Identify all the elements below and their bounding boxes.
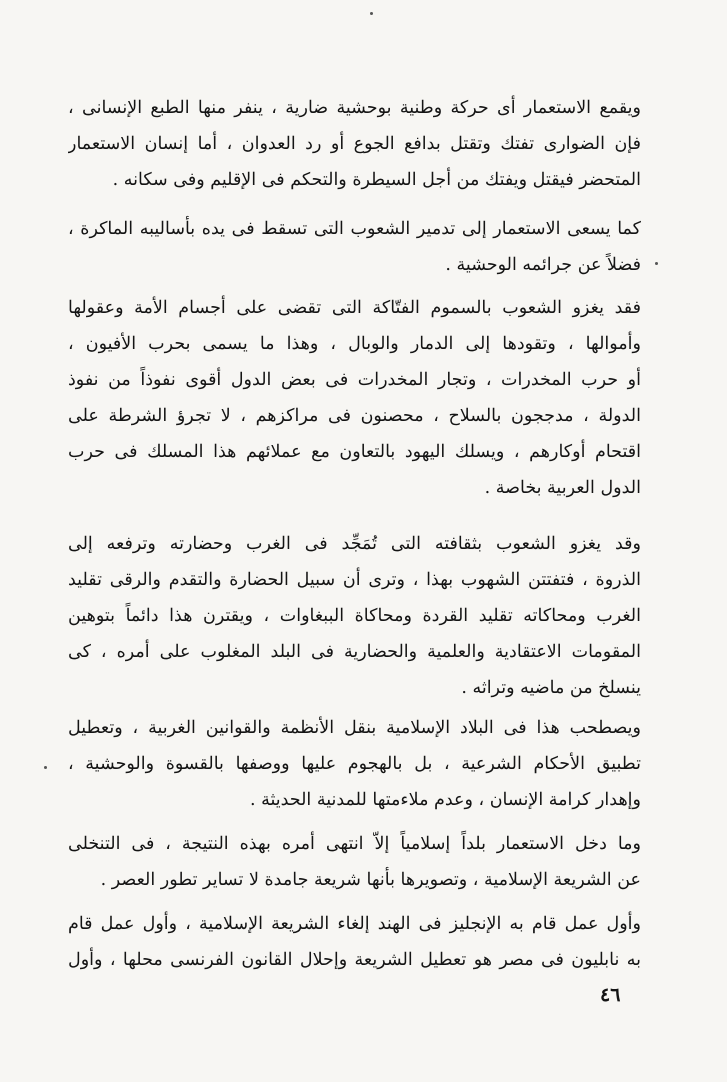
text-line: فإن الضوارى تفتك وتقتل بدافع الجوع أو رد العدوان ، أما إنسان الاستعمار — [68, 134, 641, 154]
text-line: اقتحام أوكارهم ، ويسلك اليهود بالتعاون مع عملائهم هذا المسلك فى حرب — [68, 442, 641, 462]
scan-speck — [655, 262, 658, 265]
text-line: الغرب ومحاكاته تقليد القردة ومحاكاة الببغاوات ، ويقترن هذا دائماً بتوهين — [68, 606, 641, 626]
text-line: المتحضر فيقتل ويفتك من أجل السيطرة والتحكم فى الإقليم وفى سكانه . — [112, 170, 641, 190]
text-line: فضلاً عن جرائمه الوحشية . — [445, 255, 641, 275]
text-line: أو حرب المخدرات ، وتجار المخدرات فى بعض الدول أقوى نفوذاً من نفوذ — [68, 370, 641, 390]
text-line: فقد يغزو الشعوب بالسموم الفتّاكة التى تقضى على أجسام الأمة وعقولها — [68, 298, 641, 318]
text-line: الذروة ، فتفتتن الشهوب بهذا ، وترى أن سبيل الحضارة والتقدم والرقى تقليد — [68, 570, 641, 590]
text-line: المقومات الاعتقادية والعلمية والحضارية فى البلد المغلوب على أمره ، كى — [68, 642, 641, 662]
text-line: ويقمع الاستعمار أى حركة وطنية بوحشية ضارية ، ينفر منها الطبع الإنسانى ، — [68, 98, 641, 118]
text-line: وقد يغزو الشعوب بثقافته التى تُمَجِّد فى الغرب وحضارته وترفعه إلى — [68, 534, 641, 554]
scan-speck — [44, 766, 47, 769]
scan-speck — [370, 12, 373, 15]
text-line: وأموالها ، وتقودها إلى الدمار والوبال ، وهذا ما يسمى بحرب الأفيون ، — [68, 334, 641, 354]
text-line: تطبيق الأحكام الشرعية ، بل بالهجوم عليها ووصفها بالقسوة والوحشية ، — [68, 754, 641, 774]
text-line: وما دخل الاستعمار بلداً إسلامياً إلاّ انتهى أمره بهذه النتيجة ، فى التنخلى — [68, 834, 641, 854]
text-line: الدول العربية بخاصة . — [484, 478, 641, 498]
text-line: عن الشريعة الإسلامية ، وتصويرها بأنها شريعة جامدة لا تساير تطور العصر . — [100, 870, 641, 890]
text-line: وإهدار كرامة الإنسان ، وعدم ملاءمتها للمدنية الحديثة . — [249, 790, 641, 810]
text-line: ينسلخ من ماضيه وتراثه . — [461, 678, 641, 698]
text-line: كما يسعى الاستعمار إلى تدمير الشعوب التى تسقط فى يده بأساليبه الماكرة ، — [68, 219, 641, 239]
text-line: الدولة ، مدججون بالسلاح ، محصنون فى مراكزهم ، لا تجرؤ الشرطة على — [68, 406, 641, 426]
text-line: وأول عمل قام به الإنجليز فى الهند إلغاء الشريعة الإسلامية ، وأول عمل قام — [68, 914, 641, 934]
text-line: ويصطحب هذا فى البلاد الإسلامية بنقل الأنظمة والقوانين الغربية ، وتعطيل — [68, 718, 641, 738]
page-number: ٤٦ — [600, 984, 621, 1006]
text-line: به نابليون فى مصر هو تعطيل الشريعة وإحلال القانون الفرنسى محلها ، وأول — [68, 950, 641, 970]
